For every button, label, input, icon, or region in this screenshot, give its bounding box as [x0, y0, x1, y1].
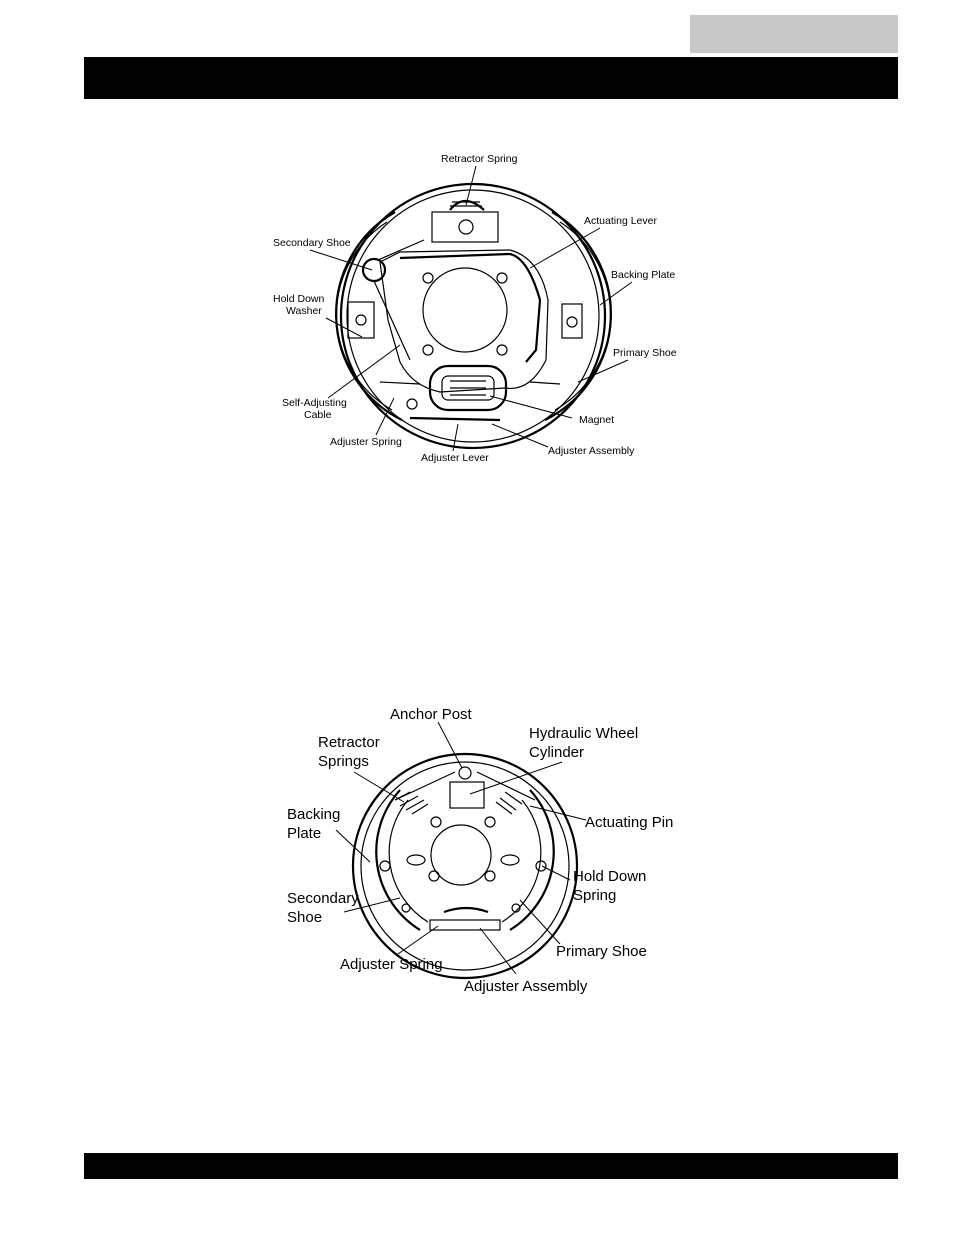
label-hold-down-washer: Hold Down: [273, 293, 325, 305]
anchor-post-shape: [459, 767, 471, 779]
label-adjuster-assembly: Adjuster Assembly: [464, 978, 588, 995]
primary-shoe-shape: [545, 212, 611, 420]
hydraulic-brake-diagram: [287, 706, 673, 995]
anchor-block: [432, 212, 498, 242]
label-primary-shoe: Primary Shoe: [556, 943, 647, 960]
label-adjuster-spring: Adjuster Spring: [340, 956, 443, 973]
hold-down-spring-left: [380, 861, 390, 871]
label-hydraulic-wheel-cylinder-line2: Cylinder: [529, 744, 585, 761]
primary-shoe-shape: [510, 790, 554, 930]
label-secondary-shoe: Secondary Shoe: [273, 237, 351, 249]
label-actuating-lever: Actuating Lever: [584, 215, 657, 227]
adjuster-spring-shape: [444, 908, 488, 912]
backing-plate-rim: [353, 754, 577, 978]
label-backing-plate-line2: Plate: [287, 825, 322, 842]
hub-hole: [423, 268, 507, 352]
label-backing-plate: Backing: [287, 806, 341, 823]
label-retractor-spring: Retractor Spring: [441, 153, 518, 165]
hold-down-washer-shape: [348, 302, 374, 338]
electric-brake-diagram: [273, 153, 677, 464]
label-adjuster-spring: Adjuster Spring: [330, 436, 402, 448]
label-magnet: Magnet: [579, 414, 615, 426]
hub-hole: [431, 825, 491, 885]
label-backing-plate: Backing Plate: [611, 269, 676, 281]
label-hydraulic-wheel-cylinder: Hydraulic Wheel: [529, 725, 639, 742]
actuating-lever-shape: [400, 254, 540, 362]
label-adjuster-lever: Adjuster Lever: [421, 452, 489, 464]
footer-bar: [84, 1153, 898, 1179]
label-hold-down-washer-line2: Washer: [286, 305, 322, 317]
label-self-adjusting-cable: Self-Adjusting: [282, 397, 347, 409]
label-actuating-pin: Actuating Pin: [585, 814, 674, 831]
label-hold-down-spring: Hold Down: [573, 868, 647, 885]
label-anchor-post: Anchor Post: [390, 706, 472, 723]
hold-down-spring-right: [536, 861, 546, 871]
label-hold-down-spring-line2: Spring: [573, 887, 617, 904]
label-retractor-springs: Retractor: [318, 734, 380, 751]
spider-plate: [380, 250, 548, 392]
label-secondary-shoe: Secondary: [287, 890, 359, 907]
adjuster-assembly-shape: [430, 920, 500, 930]
secondary-shoe-shape: [376, 790, 420, 930]
label-secondary-shoe-line2: Shoe: [287, 909, 323, 926]
wheel-cylinder-shape: [450, 782, 484, 808]
label-self-adjusting-cable-line2: Cable: [304, 409, 332, 421]
label-retractor-springs-line2: Springs: [318, 753, 369, 770]
retractor-spring-right: [496, 792, 522, 814]
adjuster-assembly-shape: [410, 418, 500, 420]
label-primary-shoe: Primary Shoe: [613, 347, 677, 359]
label-adjuster-assembly: Adjuster Assembly: [548, 445, 635, 457]
